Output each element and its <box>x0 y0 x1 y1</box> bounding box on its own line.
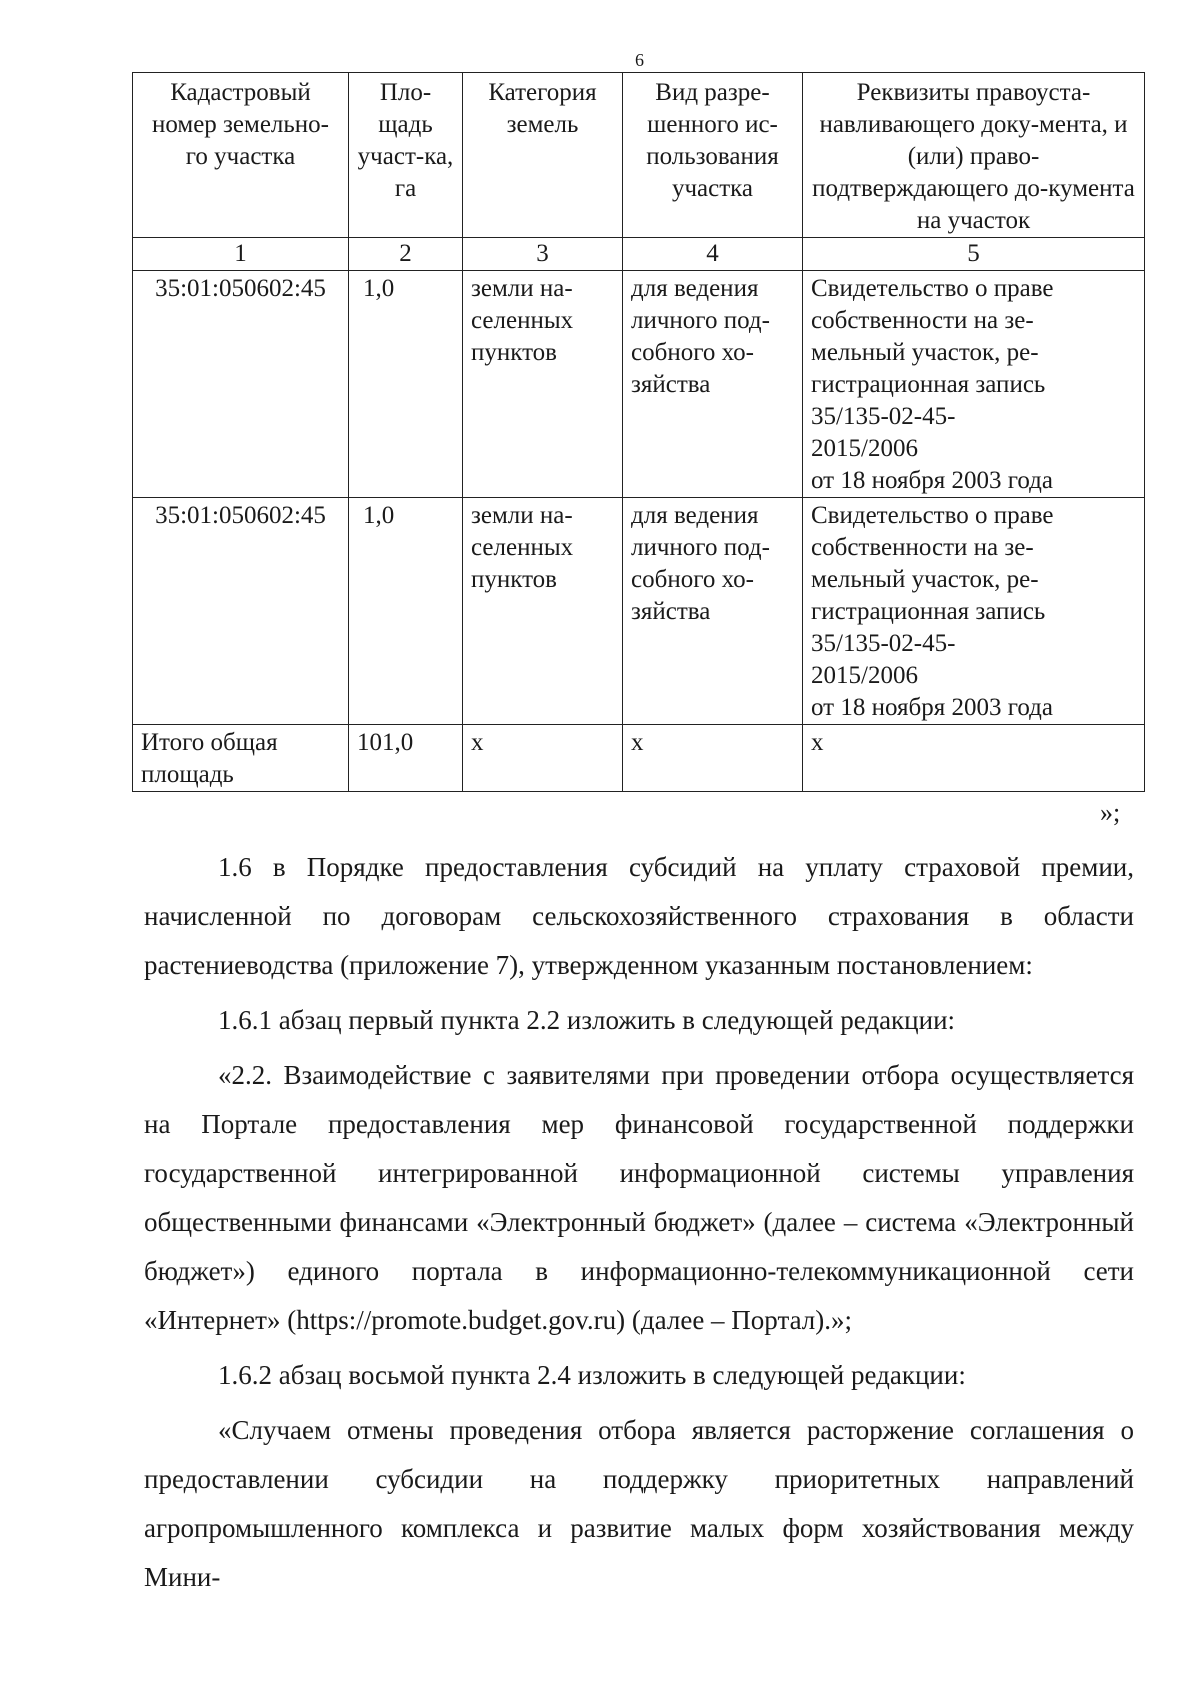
header-document-details: Реквизиты правоуста-навливающего доку-мента, и (или) право-подтверждающего до-кумента на участок <box>803 73 1145 238</box>
column-number: 1 <box>133 238 349 271</box>
paragraph-1-6-1: 1.6.1 абзац первый пункта 2.2 изложить в следующей редакции: <box>218 1005 956 1035</box>
land-category-cell: земли на- селенных пунктов <box>463 498 623 725</box>
table-closing-quote: »; <box>1100 798 1121 827</box>
column-number: 5 <box>803 238 1145 271</box>
land-category-cell: земли на- селенных пунктов <box>463 271 623 498</box>
header-permitted-use: Вид разре-шенного ис-пользования участка <box>623 73 803 238</box>
header-land-category: Категория земель <box>463 73 623 238</box>
column-number: 2 <box>349 238 463 271</box>
permitted-use-cell: для ведения личного под- собного хо- зяйства <box>623 498 803 725</box>
total-document-cell: х <box>803 725 1145 792</box>
land-plots-table <box>132 72 1145 792</box>
cadastral-number-cell: 35:01:050602:45 <box>133 271 349 498</box>
total-label-cell: Итого общая площадь <box>133 725 349 792</box>
area-cell: 1,0 <box>349 271 463 498</box>
header-area: Пло-щадь участ-ка, га <box>349 73 463 238</box>
table-row <box>133 498 1145 725</box>
total-category-cell: х <box>463 725 623 792</box>
total-use-cell: х <box>623 725 803 792</box>
document-body <box>144 843 1134 1608</box>
column-number: 3 <box>463 238 623 271</box>
permitted-use-cell: для ведения личного под- собного хо- зяйства <box>623 271 803 498</box>
page-number: 6 <box>635 50 644 70</box>
document-details-cell: Свидетельство о праве собственности на зе- мельный участок, ре- гистрационная запись 35/135-02-45- 2015/2006 от 18 ноября 2003 года <box>803 498 1145 725</box>
paragraph-2-2-quote: «2.2. Взаимодействие с заявителями при проведении отбора осуществляется на Портале предоставления мер финансовой государственной поддержки государственной интегрированной информационной системы управления общественными финансами «Электронный бюджет» (далее – система «Электронный бюджет») единого портала в информационно-телекоммуникационной сети «Интернет» (https://promote.budget.gov.ru) (далее – Портал).»; <box>144 1060 1134 1335</box>
total-row <box>133 725 1145 792</box>
header-cadastral-number: Кадастровый номер земельно-го участка <box>133 73 349 238</box>
cadastral-number-cell: 35:01:050602:45 <box>133 498 349 725</box>
table-row <box>133 271 1145 498</box>
total-area-cell: 101,0 <box>349 725 463 792</box>
column-number: 4 <box>623 238 803 271</box>
paragraph-cancellation-quote: «Случаем отмены проведения отбора является расторжение соглашения о предоставлении субсидии на поддержку приоритетных направлений агропромышленного комплекса и развитие малых форм хозяйствования между Мини- <box>144 1415 1134 1592</box>
table-header-row <box>133 73 1145 238</box>
paragraph-1-6: 1.6 в Порядке предоставления субсидий на уплату страховой премии, начисленной по договорам сельскохозяйственного страхования в области растениеводства (приложение 7), утвержденном указанным постановлением: <box>144 852 1134 980</box>
column-numbers-row <box>133 238 1145 271</box>
paragraph-1-6-2: 1.6.2 абзац восьмой пункта 2.4 изложить в следующей редакции: <box>218 1360 966 1390</box>
area-cell: 1,0 <box>349 498 463 725</box>
document-details-cell: Свидетельство о праве собственности на зе- мельный участок, ре- гистрационная запись 35/135-02-45- 2015/2006 от 18 ноября 2003 года <box>803 271 1145 498</box>
